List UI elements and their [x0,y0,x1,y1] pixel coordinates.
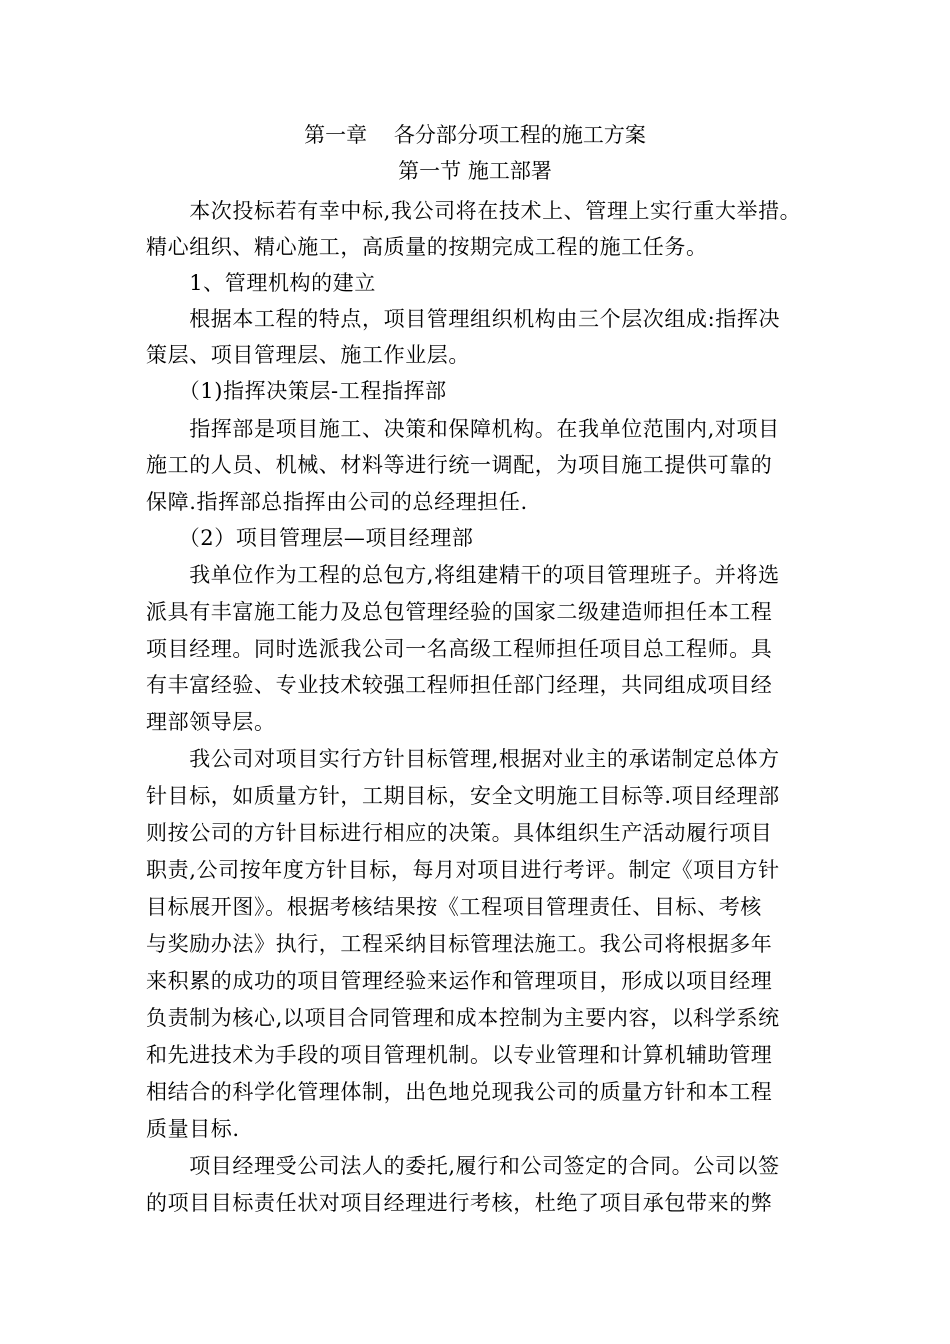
body-line: 来积累的成功的项目管理经验来运作和管理项目，形成以项目经理 [146,969,773,993]
body-line: 质量目标. [146,1117,240,1141]
body-line: 有丰富经验、专业技术较强工程师担任部门经理，共同组成项目经 [146,673,773,697]
body-line: 职责,公司按年度方针目标，每月对项目进行考评。制定《项目方针 [146,858,780,882]
section-title: 第一节 施工部署 [398,159,552,183]
body-line: 我公司对项目实行方针目标管理,根据对业主的承诺制定总体方 [146,747,780,771]
body-line: 根据本工程的特点，项目管理组织机构由三个层次组成:指挥决 [146,307,781,331]
subheading: 1、管理机构的建立 [146,271,376,295]
body-line: 我单位作为工程的总包方,将组建精干的项目管理班子。并将选 [146,563,780,587]
body-line: 派具有丰富施工能力及总包管理经验的国家二级建造师担任本工程 [146,600,773,624]
body-line: 的项目目标责任状对项目经理进行考核，杜绝了项目承包带来的弊 [146,1191,773,1215]
body-line: 指挥部是项目施工、决策和保障机构。在我单位范围内,对项目 [146,417,780,441]
body-line: 项目经理受公司法人的委托,履行和公司签定的合同。公司以签 [146,1154,780,1178]
body-line: 本次投标若有幸中标,我公司将在技术上、管理上实行重大举措。 [146,199,802,223]
body-line: 理部领导层。 [146,710,276,734]
body-line: 策层、项目管理层、施工作业层。 [146,343,470,367]
subheading: （2）项目管理层—项目经理部 [146,526,474,550]
body-line: 和先进技术为手段的项目管理机制。以专业管理和计算机辅助管理 [146,1043,773,1067]
subheading: （1)指挥决策层-工程指挥部 [146,379,447,403]
body-line: 目标展开图》。根据考核结果按《工程项目管理责任、目标、考核 [146,895,762,919]
body-line: 则按公司的方针目标进行相应的决策。具体组织生产活动履行项目 [146,821,773,845]
body-line: 针目标，如质量方针，工期目标，安全文明施工目标等.项目经理部 [146,784,780,808]
body-line: 保障.指挥部总指挥由公司的总经理担任. [146,490,528,514]
body-line: 精心组织、精心施工，高质量的按期完成工程的施工任务。 [146,235,708,259]
body-line: 与奖励办法》执行，工程采纳目标管理法施工。我公司将根据多年 [146,932,773,956]
chapter-title: 第一章 各分部分项工程的施工方案 [304,123,646,147]
body-line: 施工的人员、机械、材料等进行统一调配，为项目施工提供可靠的 [146,453,773,477]
body-line: 项目经理。同时选派我公司一名高级工程师担任项目总工程师。具 [146,637,773,661]
body-line: 负责制为核心,以项目合同管理和成本控制为主要内容，以科学系统 [146,1006,780,1030]
body-line: 相结合的科学化管理体制，出色地兑现我公司的质量方针和本工程 [146,1080,773,1104]
